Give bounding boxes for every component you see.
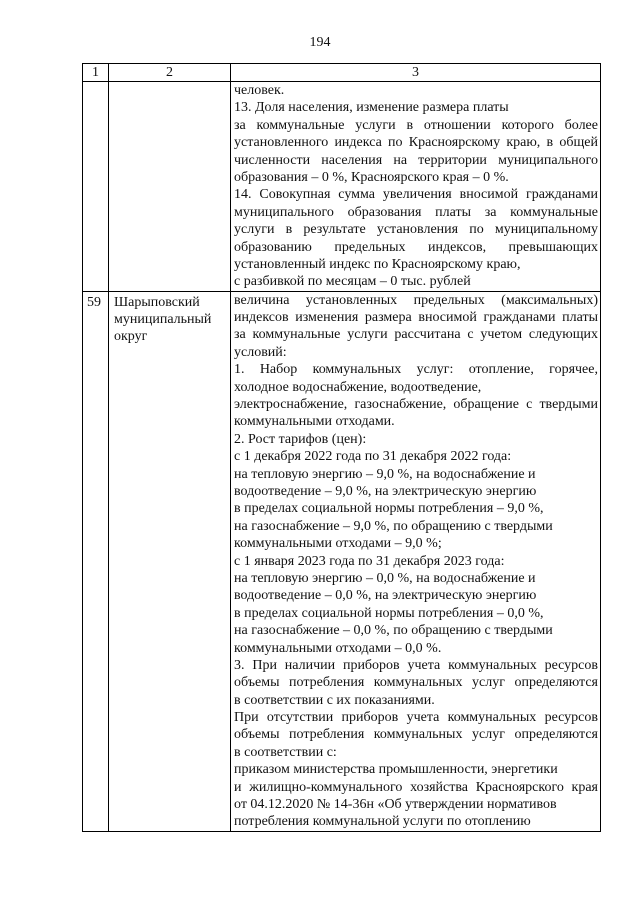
text-line: и жилищно-коммунального хозяйства Красноярского края — [234, 779, 598, 795]
text-line: на тепловую энергию – 9,0 %, на водоснабжение и — [234, 466, 536, 482]
row-number: 59 — [83, 291, 109, 831]
description-cell — [231, 82, 601, 292]
column-header-1: 1 — [83, 64, 109, 82]
page-number: 194 — [309, 35, 331, 50]
text-line: коммунальными отходами – 0,0 %. — [234, 640, 442, 656]
municipality-cell — [109, 82, 231, 292]
text-line: образования – 0 %, Красноярского края – 0 %. — [234, 169, 509, 185]
text-line: установленный индекс по Красноярскому краю, — [234, 256, 521, 272]
description-cell — [231, 291, 601, 831]
text-line: образованию предельных индексов, превышающих — [234, 239, 598, 255]
text-line: 13. Доля населения, изменение размера платы — [234, 100, 509, 116]
text-line: приказом министерства промышленности, энергетики — [234, 762, 558, 778]
text-line: в пределах социальной нормы потребления – 0,0 %, — [234, 605, 544, 621]
text-line: объемы потребления коммунальных услуг определяются — [234, 675, 598, 691]
text-line: в соответствии с: — [234, 744, 337, 760]
municipality-name-line: муниципальный — [114, 312, 212, 328]
column-header-2: 2 — [109, 64, 231, 82]
text-line: коммунальными отходами – 9,0 %; — [234, 536, 442, 552]
text-line: условий: — [234, 344, 287, 360]
text-line: величина установленных предельных (максимальных) — [234, 292, 598, 308]
text-line: 2. Рост тарифов (цен): — [234, 431, 367, 447]
text-line: численности населения на территории муниципального — [234, 152, 598, 168]
text-line: на газоснабжение – 0,0 %, по обращению с твердыми — [234, 623, 553, 639]
text-line: холодное водоснабжение, водоотведение, — [234, 379, 482, 395]
table-header-row — [83, 64, 601, 82]
text-line: установленного индекса по Красноярскому краю, в общей — [234, 135, 598, 151]
text-line: электроснабжение, газоснабжение, обращение с твердыми — [234, 397, 598, 413]
text-line: с разбивкой по месяцам – 0 тыс. рублей — [234, 274, 471, 290]
text-line: водоотведение – 0,0 %, на электрическую энергию — [234, 588, 537, 604]
text-line: 3. При наличии приборов учета коммунальных ресурсов — [234, 657, 598, 673]
text-line: коммунальными отходами. — [234, 414, 395, 430]
row-number-cell — [83, 82, 109, 292]
text-line: муниципального образования платы за коммунальные — [234, 204, 598, 220]
text-line: с 1 декабря 2022 года по 31 декабря 2022 года: — [234, 449, 512, 465]
column-header-3: 3 — [231, 64, 601, 82]
municipality-name-line: Шарыповский — [114, 294, 200, 310]
table-row-continuation — [83, 82, 601, 292]
text-line: объемы потребления коммунальных услуг определяются — [234, 727, 598, 743]
text-line: При отсутствии приборов учета коммунальных ресурсов — [234, 710, 598, 726]
text-line: в соответствии с их показаниями. — [234, 692, 435, 708]
text-line: водоотведение – 9,0 %, на электрическую энергию — [234, 483, 537, 499]
text-line: 14. Совокупная сумма увеличения вносимой гражданами — [234, 187, 598, 203]
table-row-59 — [83, 291, 601, 831]
text-line: на тепловую энергию – 0,0 %, на водоснабжение и — [234, 570, 536, 586]
text-line: в пределах социальной нормы потребления – 9,0 %, — [234, 501, 544, 517]
text-line: человек. — [234, 83, 285, 98]
municipality-name-line: округ — [114, 329, 148, 345]
text-line: услуги в результате установления по муниципальному — [234, 222, 598, 238]
text-line: 1. Набор коммунальных услуг: отопление, горячее, — [234, 362, 598, 378]
text-line: за коммунальные услуги рассчитана с учетом следующих — [234, 327, 598, 343]
text-line: на газоснабжение – 9,0 %, по обращению с твердыми — [234, 518, 553, 534]
data-table — [82, 63, 601, 832]
text-line: потребления коммунальной услуги по отоплению — [234, 814, 531, 830]
text-line: от 04.12.2020 № 14-36н «Об утверждении нормативов — [234, 797, 557, 813]
text-line: индексов изменения размера вносимой гражданами платы — [234, 310, 598, 326]
text-line: за коммунальные услуги в отношении которого более — [234, 117, 598, 133]
municipality-name — [109, 291, 231, 831]
text-line: с 1 января 2023 года по 31 декабря 2023 года: — [234, 553, 505, 569]
